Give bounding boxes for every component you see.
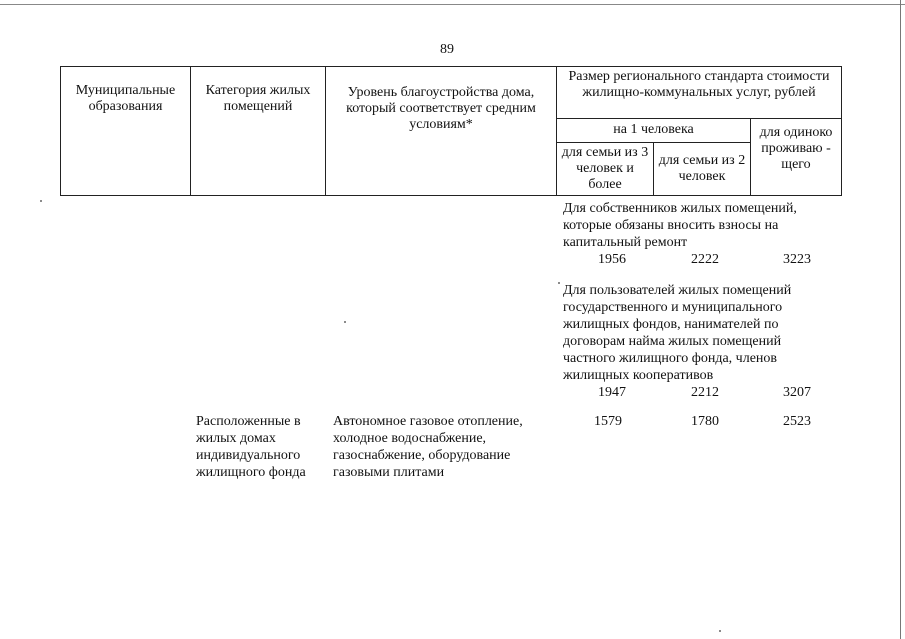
- individual-value-single: 2523: [783, 414, 811, 429]
- owners-value-family3: 1956: [598, 252, 626, 267]
- owners-label: Для собственников жилых помещений, которые обязаны вносить взносы на капитальный ремонт: [563, 201, 797, 250]
- header-single-text: для одиноко проживаю - щего: [759, 125, 833, 173]
- header-family2: для семьи из 2 человек: [654, 143, 751, 196]
- header-single: [751, 119, 842, 196]
- individual-value-family3: 1579: [594, 414, 622, 429]
- header-size-text: Размер регионального стандарта стоимости жилищно-коммунальных услуг, рублей: [568, 69, 830, 101]
- individual-value-family2: 1780: [691, 414, 719, 429]
- tenants-label: Для пользователей жилых помещений государственного и муниципального жилищных фондов, нанимателей по договорам найма жилых помещений частного жилищного фонда, членов жилищных кооперативов: [563, 283, 792, 383]
- tenants-value-family3: 1947: [598, 385, 626, 400]
- owners-value-single: 3223: [783, 252, 811, 267]
- scan-edge-right: [900, 0, 901, 639]
- header-category-text: Категория жилых помещений: [205, 83, 311, 115]
- scan-speck: [40, 200, 42, 202]
- header-size: [557, 67, 842, 119]
- scan-speck: [344, 321, 346, 323]
- scan-edge-top: [0, 4, 905, 5]
- header-per-person: на 1 человека: [557, 119, 751, 143]
- owners-value-family2: 2222: [691, 252, 719, 267]
- header-category: [191, 67, 326, 196]
- scan-speck: [558, 282, 560, 284]
- tenants-value-family2: 2212: [691, 385, 719, 400]
- header-family3: для семьи из 3 человек и более: [557, 143, 654, 196]
- scan-speck: [719, 630, 721, 632]
- header-municipal: [61, 67, 191, 196]
- tenants-value-single: 3207: [783, 385, 811, 400]
- header-municipal-text: Муниципальные образования: [75, 83, 176, 115]
- individual-level: Автономное газовое отопление, холодное водоснабжение, газоснабжение, оборудование газовыми плитами: [333, 414, 523, 480]
- header-table: [60, 66, 842, 196]
- header-level-text: Уровень благоустройства дома, который соответствует средним условиям*: [346, 85, 536, 133]
- header-level: [326, 67, 557, 196]
- page-number: 89: [440, 42, 454, 57]
- individual-category: Расположенные в жилых домах индивидуального жилищного фонда: [196, 414, 306, 480]
